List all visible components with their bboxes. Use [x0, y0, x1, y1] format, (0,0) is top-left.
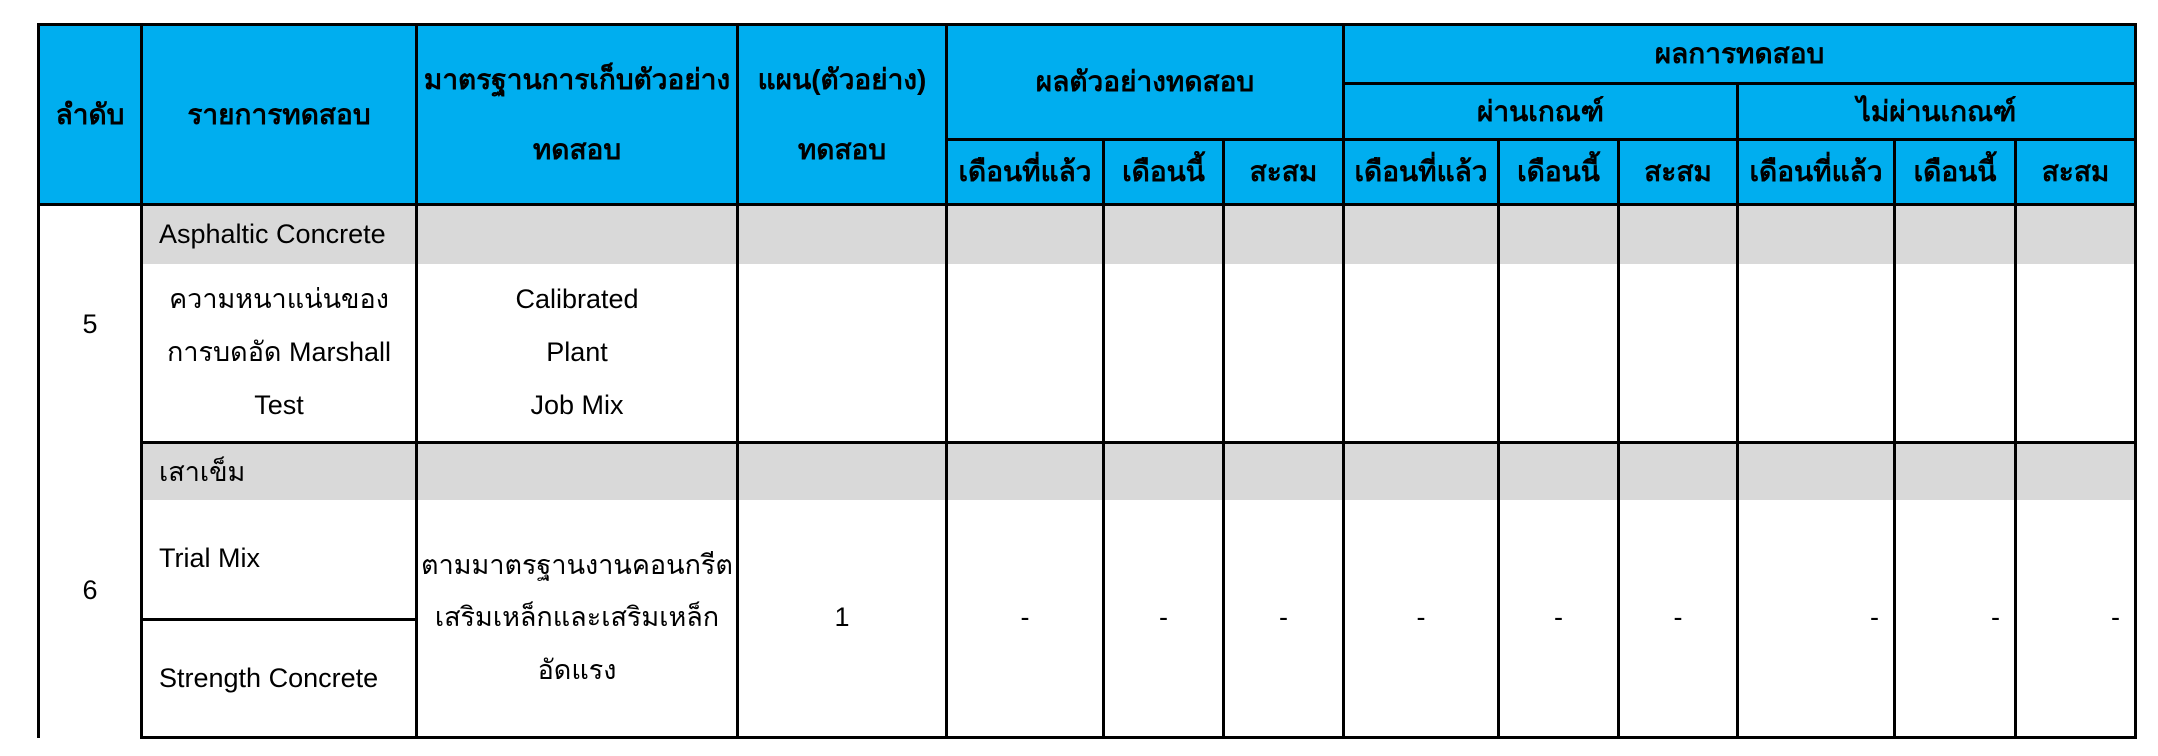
row5-result-cell — [1619, 264, 1738, 443]
header-col-plan-line2: ทดสอบ — [797, 133, 887, 165]
empty-band-cell — [1895, 443, 2016, 500]
header-group-sample-results: ผลตัวอย่างทดสอบ — [947, 25, 1344, 140]
empty-band-cell — [2016, 205, 2136, 264]
empty-band-cell — [1104, 443, 1224, 500]
header-sub-sample-this-month: เดือนนี้ — [1104, 140, 1224, 205]
header-group-fail: ไม่ผ่านเกณฑ์ — [1738, 84, 2136, 140]
row5-no-cell: 5 — [39, 205, 142, 443]
row5-result-cell — [947, 264, 1104, 443]
header-sub-pass-cumulative: สะสม — [1619, 140, 1738, 205]
row6-result-fail-this-month-cell: - — [1895, 500, 2016, 738]
header-group-test-results: ผลการทดสอบ — [1344, 25, 2136, 84]
row5-item-line3: Test — [254, 389, 304, 420]
row6-result-pass-cumulative-cell: - — [1619, 500, 1738, 738]
row6-item-strength-concrete-cell: Strength Concrete — [142, 620, 417, 738]
empty-band-cell — [947, 205, 1104, 264]
header-sub-fail-last-month: เดือนที่แล้ว — [1738, 140, 1895, 205]
empty-band-cell — [738, 443, 947, 500]
header-col-standard — [417, 25, 738, 205]
empty-band-cell — [1738, 205, 1895, 264]
row6-item-trial-mix-cell: Trial Mix — [142, 500, 417, 620]
header-sub-pass-this-month: เดือนนี้ — [1499, 140, 1619, 205]
row6-standard-line3: อัดแรง — [537, 655, 617, 686]
row5-result-cell — [1895, 264, 2016, 443]
empty-band-cell — [2016, 443, 2136, 500]
empty-band-cell — [417, 443, 738, 500]
header-group-pass: ผ่านเกณฑ์ — [1344, 84, 1738, 140]
row6-standard-cell — [417, 500, 738, 738]
row5-result-cell — [2016, 264, 2136, 443]
header-col-standard-line1: มาตรฐานการเก็บตัวอย่าง — [423, 63, 731, 95]
row5-result-cell — [1499, 264, 1619, 443]
row6-result-sample-this-month-cell: - — [1104, 500, 1224, 738]
header-sub-pass-last-month: เดือนที่แล้ว — [1344, 140, 1499, 205]
row5-standard-line2: Plant — [546, 336, 608, 367]
row5-standard-line1: Calibrated — [515, 284, 639, 315]
empty-band-cell — [1224, 443, 1344, 500]
empty-band-cell — [1224, 205, 1344, 264]
row6-result-pass-this-month-cell: - — [1499, 500, 1619, 738]
header-col-plan — [738, 25, 947, 205]
row5-item-line1: ความหนาแน่นของ — [169, 284, 389, 315]
row5-category-cell: Asphaltic Concrete — [142, 205, 417, 264]
row5-item-line2: การบดอัด Marshall — [167, 336, 391, 367]
row6-result-fail-cumulative-cell: - — [2016, 500, 2136, 738]
row6-result-fail-last-month-cell: - — [1738, 500, 1895, 738]
row5-standard-line3: Job Mix — [530, 389, 624, 420]
header-sub-fail-cumulative: สะสม — [2016, 140, 2136, 205]
row6-plan-cell: 1 — [738, 500, 947, 738]
test-report-table-container — [37, 23, 2137, 739]
row6-result-sample-last-month-cell: - — [947, 500, 1104, 738]
header-col-test-item: รายการทดสอบ — [142, 25, 417, 205]
row5-result-cell — [1224, 264, 1344, 443]
empty-band-cell — [1619, 443, 1738, 500]
row6-category-cell: เสาเข็ม — [142, 443, 417, 500]
row6-no-cell: 6 — [39, 443, 142, 738]
row5-item-cell — [142, 264, 417, 443]
header-col-plan-line1: แผน(ตัวอย่าง) — [757, 63, 927, 95]
empty-band-cell — [947, 443, 1104, 500]
row6-standard-line1: ตามมาตรฐานงานคอนกรีต — [421, 549, 733, 580]
empty-band-cell — [1619, 205, 1738, 264]
row5-plan-cell — [738, 264, 947, 443]
empty-band-cell — [1499, 205, 1619, 264]
row5-result-cell — [1738, 264, 1895, 443]
empty-band-cell — [1344, 205, 1499, 264]
row5-result-cell — [1344, 264, 1499, 443]
row6-result-sample-cumulative-cell: - — [1224, 500, 1344, 738]
empty-band-cell — [1738, 443, 1895, 500]
empty-band-cell — [1344, 443, 1499, 500]
header-sub-sample-cumulative: สะสม — [1224, 140, 1344, 205]
row6-standard-line2: เสริมเหล็กและเสริมเหล็ก — [434, 602, 720, 633]
empty-band-cell — [417, 205, 738, 264]
empty-band-cell — [1104, 205, 1224, 264]
row6-result-pass-last-month-cell: - — [1344, 500, 1499, 738]
empty-band-cell — [738, 205, 947, 264]
header-col-standard-line2: ทดสอบ — [532, 133, 622, 165]
header-col-no: ลำดับ — [39, 25, 142, 205]
header-sub-sample-last-month: เดือนที่แล้ว — [947, 140, 1104, 205]
row5-result-cell — [1104, 264, 1224, 443]
header-sub-fail-this-month: เดือนนี้ — [1895, 140, 2016, 205]
test-results-table — [37, 23, 2137, 739]
empty-band-cell — [1895, 205, 2016, 264]
row5-standard-cell — [417, 264, 738, 443]
empty-band-cell — [1499, 443, 1619, 500]
